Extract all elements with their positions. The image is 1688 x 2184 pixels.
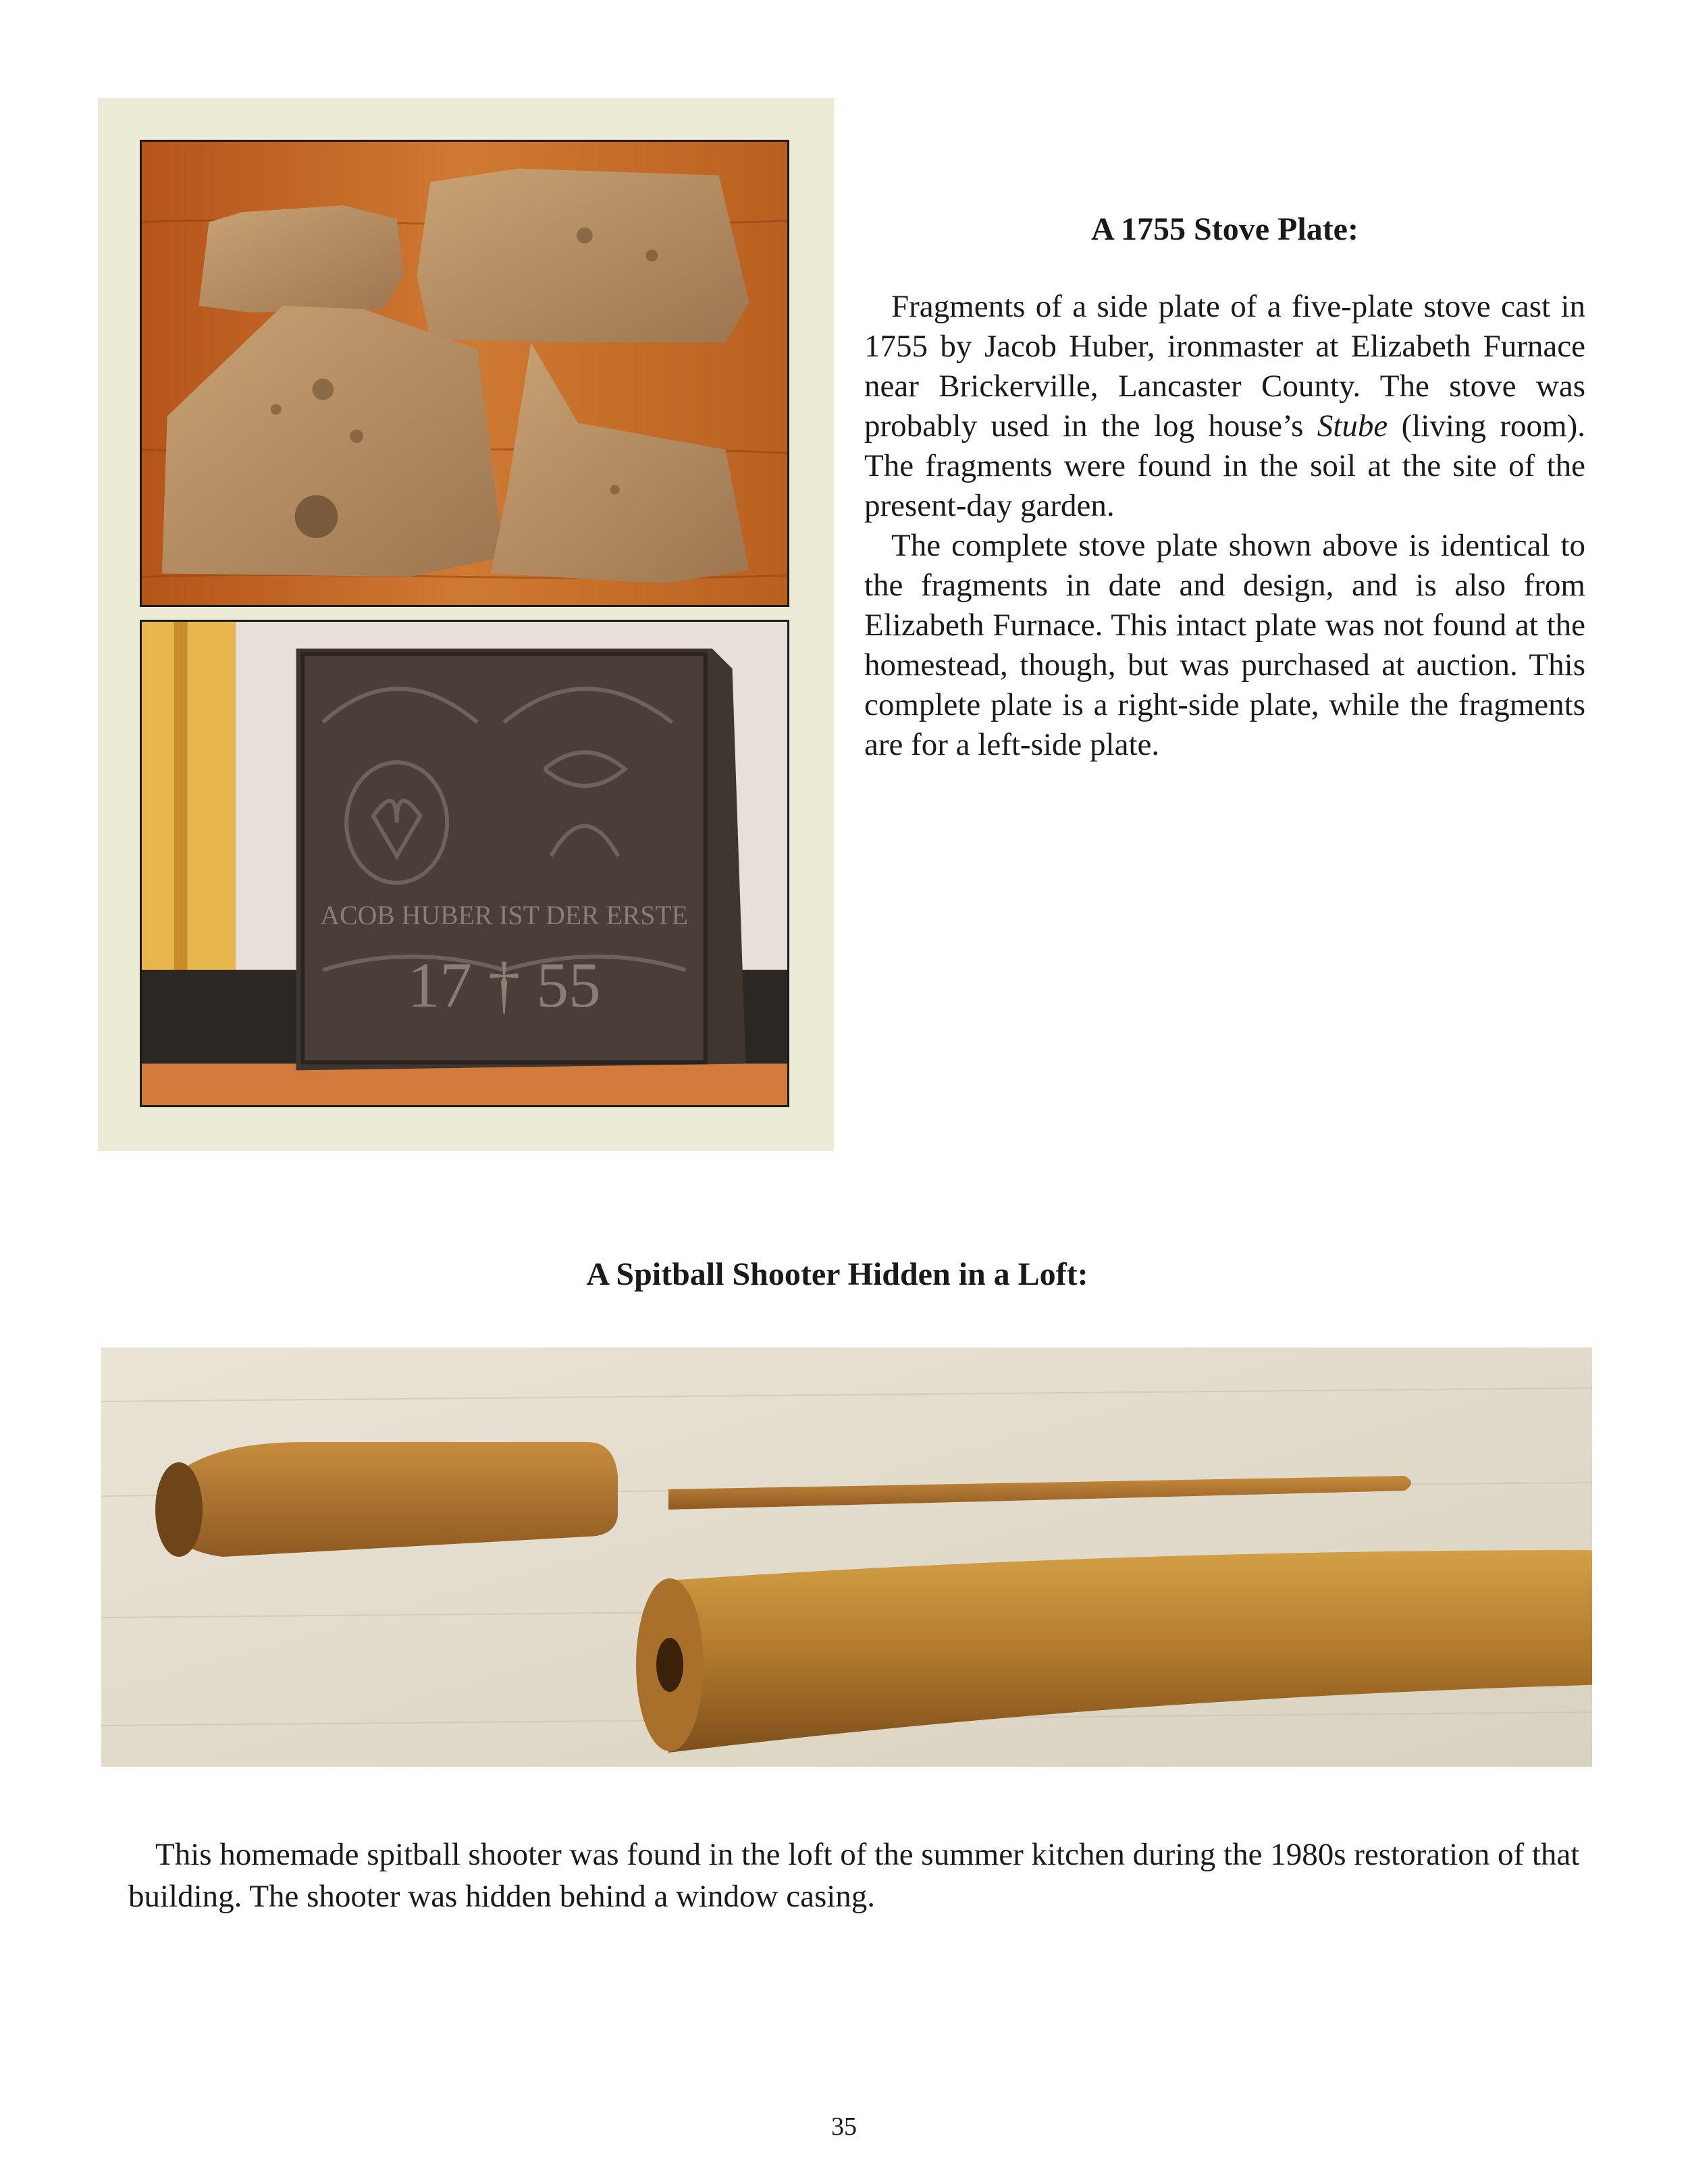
stove-plate-paragraph-1 (864, 287, 1585, 526)
stube-term: Stube (1317, 408, 1388, 444)
plate-inscription: ACOB HUBER IST DER ERSTE (320, 901, 688, 931)
spitball-shooter-photo (101, 1348, 1592, 1767)
stove-plate-heading: A 1755 Stove Plate: (1091, 211, 1359, 247)
plate-year: 17 † 55 (407, 949, 601, 1021)
spitball-shooter-caption: This homemade spitball shooter was found in the loft of the summer kitchen during the 1980s restoration of that building. The shooter was hidden behind a window casing. (128, 1837, 1580, 1914)
stove-plate-text (864, 287, 1585, 765)
complete-stove-plate-photo (140, 620, 789, 1107)
stove-photo-panel (98, 98, 834, 1151)
stove-plate-fragments-photo (140, 140, 789, 607)
page-number: 35 (831, 2112, 857, 2141)
spitball-shooter-heading: A Spitball Shooter Hidden in a Loft: (586, 1256, 1088, 1292)
stove-plate-paragraph-2: The complete stove plate shown above is identical to the fragments in date and design, and is also from Elizabeth Furnace. This intact plate was not found at the homestead, though, but was purchased at auction. This complete plate is a right-side plate, while the fragments are for a left-side plate. (864, 528, 1585, 762)
paragraph-1-start: Fragments of a side plate of a five-plate stove cast in 1755 by Jacob Huber, ironmaster at Elizabeth Furnace near Brickerville, Lancaster County. The stove was probably used in the log house’s (864, 289, 1585, 444)
paragraph-1-end: (living room). The fragments were found in the soil at the site of the present-day garden. (864, 408, 1585, 523)
